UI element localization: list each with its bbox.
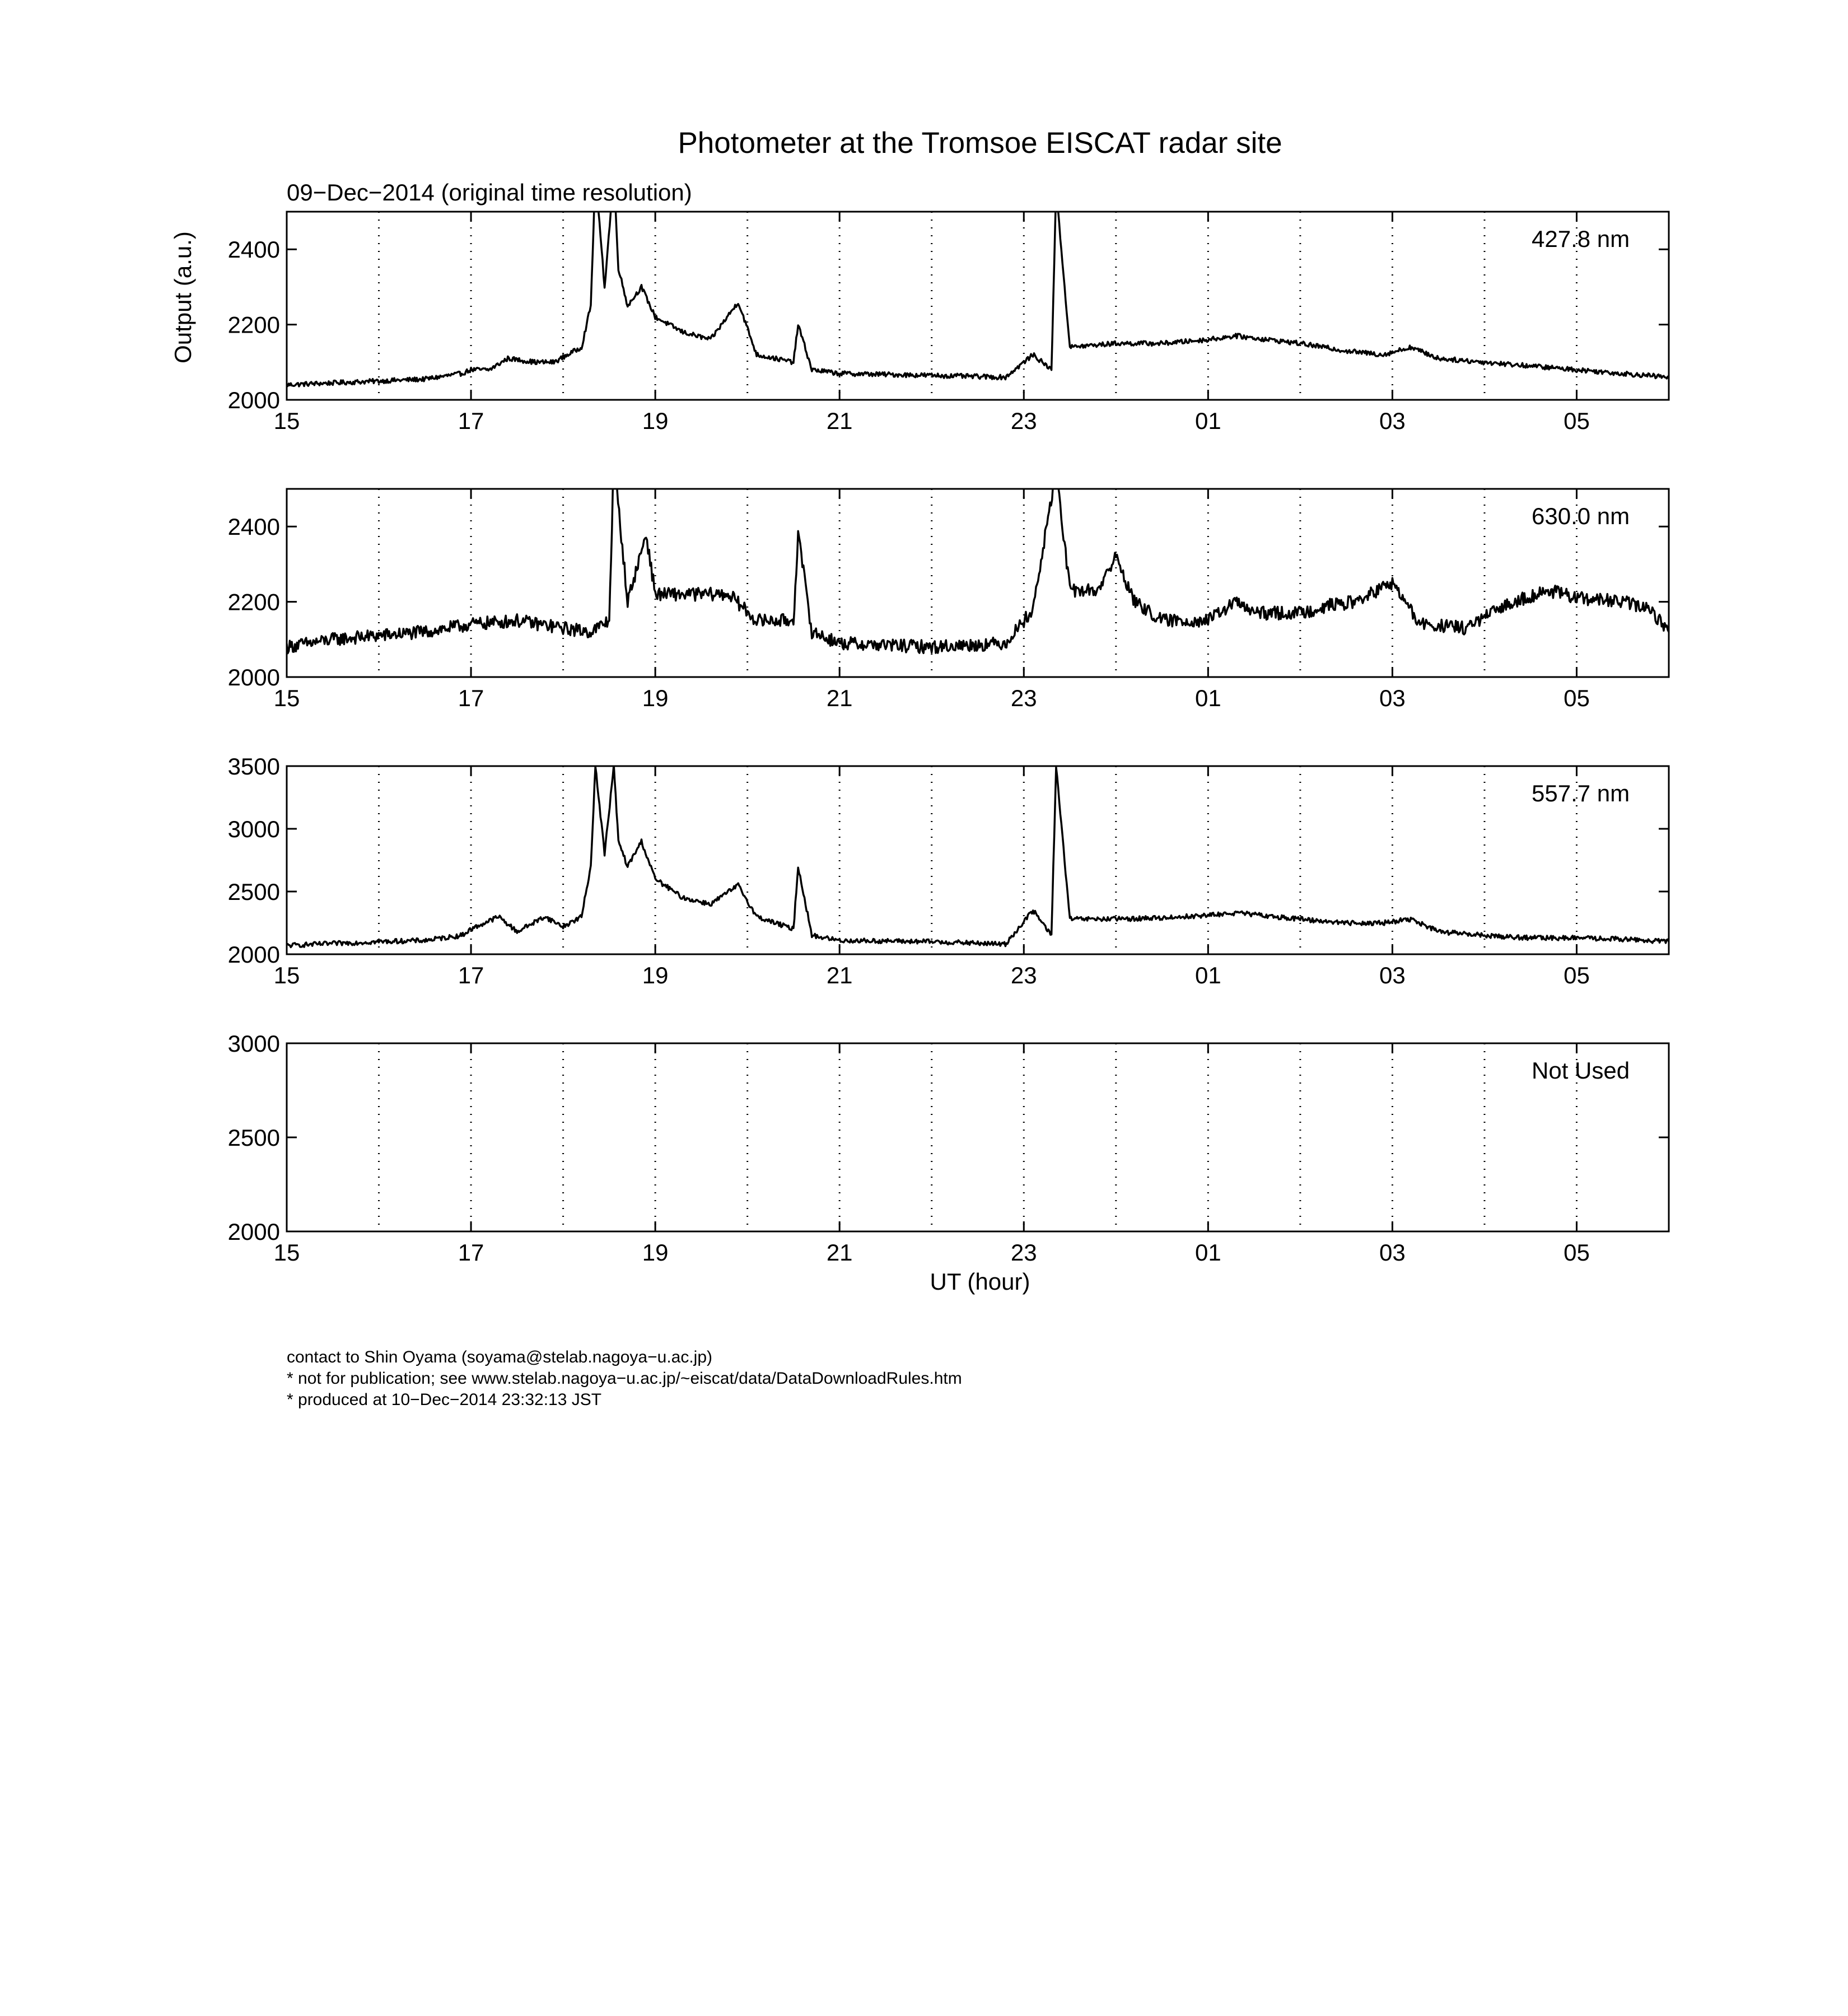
chart-title: Photometer at the Tromsoe EISCAT radar site — [678, 127, 1282, 160]
x-tick-label: 17 — [458, 962, 484, 988]
x-tick-label: 23 — [1010, 685, 1037, 711]
x-tick-label: 01 — [1194, 685, 1221, 711]
x-tick-label: 17 — [458, 408, 484, 434]
x-tick-label: 19 — [642, 408, 669, 434]
x-tick-label: 05 — [1564, 1239, 1590, 1266]
y-tick-label: 3500 — [227, 753, 280, 780]
y-tick-label: 2400 — [227, 514, 280, 540]
x-tick-label: 17 — [458, 1239, 484, 1266]
footer-line: * produced at 10−Dec−2014 23:32:13 JST — [287, 1390, 602, 1409]
y-tick-label: 2000 — [227, 1219, 280, 1245]
x-tick-label: 03 — [1379, 685, 1406, 711]
panel-label: 630.0 nm — [1532, 503, 1630, 529]
y-axis-label: Output (a.u.) — [170, 231, 196, 363]
y-tick-label: 2000 — [227, 387, 280, 413]
x-tick-label: 23 — [1010, 1239, 1037, 1266]
y-tick-label: 2000 — [227, 941, 280, 968]
x-tick-label: 01 — [1194, 408, 1221, 434]
y-tick-label: 2500 — [227, 1124, 280, 1151]
series-line — [287, 456, 1669, 653]
x-tick-label: 15 — [273, 1239, 300, 1266]
x-tick-label: 21 — [826, 685, 853, 711]
x-tick-label: 05 — [1564, 685, 1590, 711]
panel-frame — [287, 766, 1669, 954]
y-tick-label: 2000 — [227, 664, 280, 690]
x-tick-label: 21 — [826, 962, 853, 988]
x-tick-label: 05 — [1564, 408, 1590, 434]
footer-line: contact to Shin Oyama (soyama@stelab.nagoya−u.ac.jp) — [287, 1348, 713, 1366]
y-tick-label: 2200 — [227, 311, 280, 338]
x-tick-label: 19 — [642, 962, 669, 988]
y-tick-label: 3000 — [227, 816, 280, 842]
x-tick-label: 05 — [1564, 962, 1590, 988]
y-tick-label: 2200 — [227, 589, 280, 615]
panel-frame — [287, 1043, 1669, 1231]
x-tick-label: 01 — [1194, 1239, 1221, 1266]
chart-subtitle: 09−Dec−2014 (original time resolution) — [287, 179, 692, 206]
x-tick-label: 15 — [273, 962, 300, 988]
x-tick-label: 15 — [273, 408, 300, 434]
x-tick-label: 19 — [642, 685, 669, 711]
x-tick-label: 21 — [826, 1239, 853, 1266]
x-tick-label: 23 — [1010, 962, 1037, 988]
y-tick-label: 2500 — [227, 879, 280, 905]
x-tick-label: 03 — [1379, 1239, 1406, 1266]
panel-frame — [287, 212, 1669, 400]
x-tick-label: 03 — [1379, 962, 1406, 988]
panel-label: 427.8 nm — [1532, 226, 1630, 252]
x-axis-label: UT (hour) — [930, 1268, 1030, 1295]
series-line — [287, 764, 1669, 947]
x-tick-label: 23 — [1010, 408, 1037, 434]
panel-label: Not Used — [1532, 1057, 1630, 1084]
x-tick-label: 21 — [826, 408, 853, 434]
x-tick-label: 03 — [1379, 408, 1406, 434]
y-tick-label: 2400 — [227, 236, 280, 263]
series-line — [287, 174, 1669, 386]
footer-line: * not for publication; see www.stelab.nagoya−u.ac.jp/~eiscat/data/DataDownloadRules.htm — [287, 1369, 962, 1388]
x-tick-label: 17 — [458, 685, 484, 711]
x-tick-label: 19 — [642, 1239, 669, 1266]
y-tick-label: 3000 — [227, 1030, 280, 1057]
x-tick-label: 15 — [273, 685, 300, 711]
footer-notes — [287, 1347, 962, 1411]
x-tick-label: 01 — [1194, 962, 1221, 988]
panel-label: 557.7 nm — [1532, 780, 1630, 806]
